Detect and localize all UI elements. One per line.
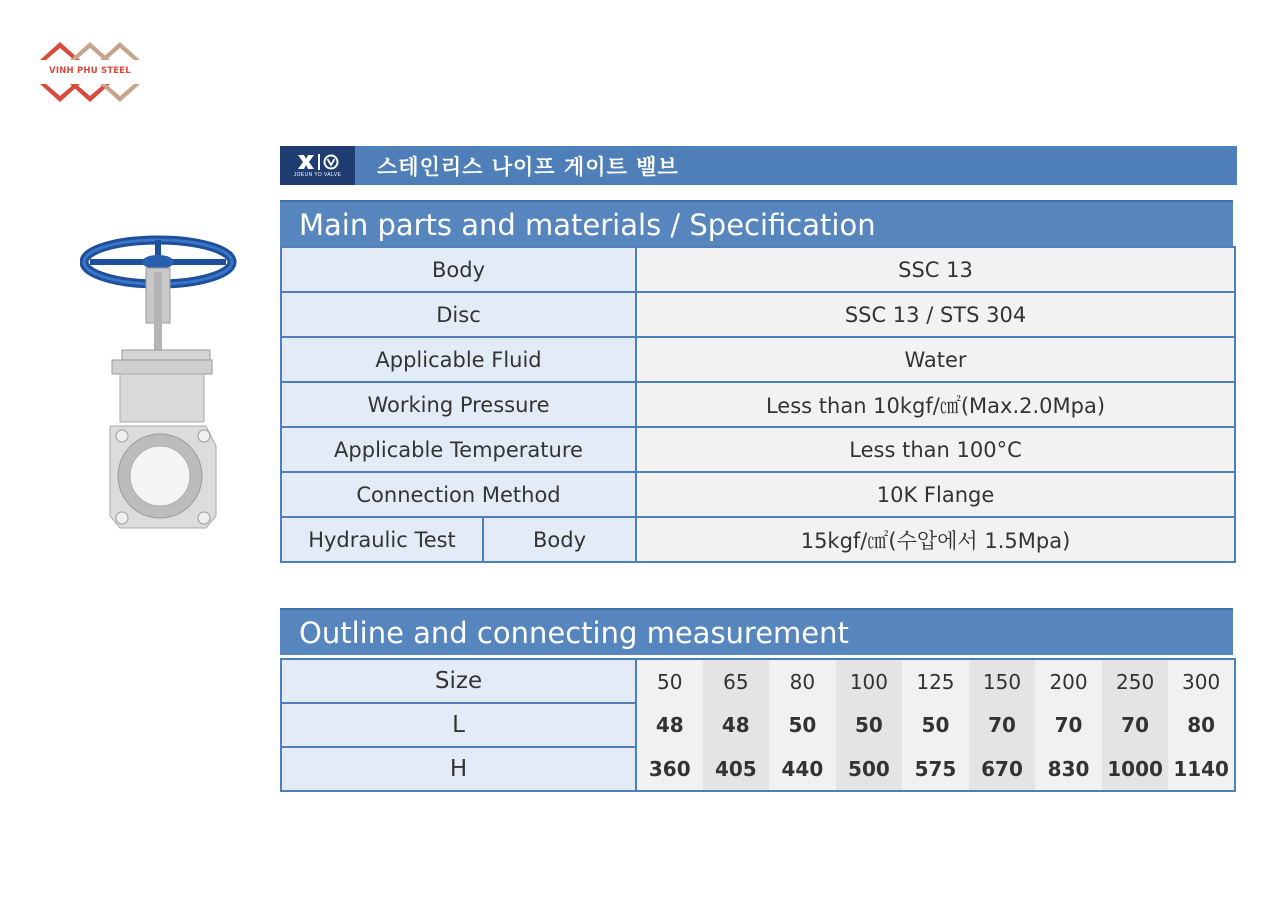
l-cell: 48 — [636, 703, 703, 747]
spec-table — [280, 246, 1236, 563]
l-cell: 50 — [902, 703, 969, 747]
size-cell: 100 — [836, 659, 903, 703]
l-label: L — [281, 703, 636, 747]
spec-value: Less than 10kgf/㎠(Max.2.0Mpa) — [636, 382, 1235, 427]
size-cell: 80 — [769, 659, 836, 703]
spec-label: Working Pressure — [281, 382, 636, 427]
outline-heading: Outline and connecting measurement — [280, 608, 1233, 655]
size-cell: 300 — [1168, 659, 1235, 703]
brand-small-text: JOEUN YD VALVE — [293, 171, 342, 178]
spec-label: Hydraulic Test — [281, 517, 483, 562]
spec-label: Applicable Temperature — [281, 427, 636, 472]
brand-title: 스테인리스 나이프 게이트 밸브 — [377, 154, 679, 179]
knife-gate-valve-image — [80, 228, 238, 533]
size-row — [281, 659, 1235, 703]
valve-circle-icon — [323, 154, 339, 170]
spec-heading: Main parts and materials / Specification — [280, 200, 1233, 247]
size-cell: 150 — [969, 659, 1036, 703]
size-cell: 250 — [1102, 659, 1169, 703]
spec-label: Body — [281, 247, 636, 292]
divider-icon — [318, 154, 320, 170]
h-label: H — [281, 747, 636, 791]
spec-value: 15kgf/㎠(수압에서 1.5Mpa) — [636, 517, 1235, 562]
l-cell: 80 — [1168, 703, 1235, 747]
spec-sublabel: Body — [483, 517, 636, 562]
l-cell: 50 — [769, 703, 836, 747]
l-cell: 48 — [703, 703, 770, 747]
spec-value: SSC 13 — [636, 247, 1235, 292]
spec-value: Water — [636, 337, 1235, 382]
size-cell: 65 — [703, 659, 770, 703]
spec-label: Disc — [281, 292, 636, 337]
brand-header-bar — [280, 146, 1237, 185]
spec-row — [281, 247, 1235, 292]
l-cell: 70 — [969, 703, 1036, 747]
h-cell: 360 — [636, 747, 703, 791]
l-cell: 50 — [836, 703, 903, 747]
joeun-yd-valve-logo — [280, 146, 355, 185]
l-cell: 70 — [1035, 703, 1102, 747]
spec-label: Applicable Fluid — [281, 337, 636, 382]
size-cell: 50 — [636, 659, 703, 703]
l-cell: 70 — [1102, 703, 1169, 747]
spec-value: Less than 100°C — [636, 427, 1235, 472]
h-cell: 1140 — [1168, 747, 1235, 791]
spec-row — [281, 337, 1235, 382]
spec-value: 10K Flange — [636, 472, 1235, 517]
spec-row — [281, 292, 1235, 337]
size-label: Size — [281, 659, 636, 703]
h-cell: 405 — [703, 747, 770, 791]
outline-table — [280, 658, 1236, 792]
h-cell: 1000 — [1102, 747, 1169, 791]
logo-text: VINH PHU STEEL — [49, 66, 131, 76]
size-cell: 200 — [1035, 659, 1102, 703]
h-cell: 500 — [836, 747, 903, 791]
h-cell: 670 — [969, 747, 1036, 791]
l-row — [281, 703, 1235, 747]
spec-row — [281, 382, 1235, 427]
h-cell: 830 — [1035, 747, 1102, 791]
h-cell: 575 — [902, 747, 969, 791]
cross-mark-icon — [297, 154, 315, 170]
size-cell: 125 — [902, 659, 969, 703]
spec-row — [281, 427, 1235, 472]
spec-row — [281, 472, 1235, 517]
h-cell: 440 — [769, 747, 836, 791]
vinh-phu-steel-logo — [38, 40, 142, 106]
spec-value: SSC 13 / STS 304 — [636, 292, 1235, 337]
h-row — [281, 747, 1235, 791]
spec-row-hydraulic — [281, 517, 1235, 562]
spec-label: Connection Method — [281, 472, 636, 517]
